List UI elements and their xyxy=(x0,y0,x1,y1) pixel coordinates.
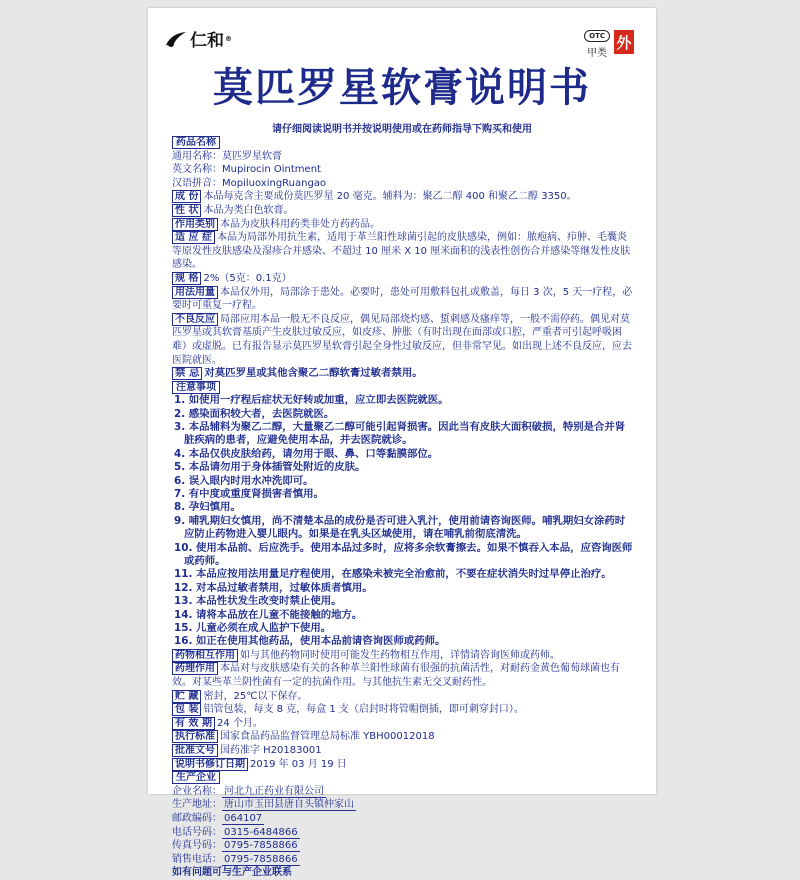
leaflet-body xyxy=(172,136,634,880)
list-item: 9. 哺乳期妇女慎用，尚不清楚本品的成份是否可进入乳汁，使用前请咨询医师。哺乳期妇女涂药时应防止药物进入婴儿眼内。如果是在乳头区域使用，请在哺乳前彻底清洗。 xyxy=(174,514,626,541)
precautions-list xyxy=(172,394,634,649)
contact-footer: 如有问题可与生产企业联系 xyxy=(172,867,292,879)
otc-badge: OTC xyxy=(584,30,610,42)
brand-logo xyxy=(164,26,232,51)
specification-row: 规 格 2%（5克：0.1克） xyxy=(172,272,634,286)
indications-row: 适 应 症 本品为局部外用抗生素，适用于革兰阳性球菌引起的皮肤感染，例如：脓疱病、疖肿、毛囊炎等原发性皮肤感染及湿疹合并感染、不超过 10 厘米 X 10 厘米面积的浅表性创伤合并感染等继发性皮肤感染。 xyxy=(172,232,631,271)
list-item: 8. 孕妇慎用。 xyxy=(174,501,241,514)
list-item: 13. 本品性状发生改变时禁止使用。 xyxy=(174,595,342,608)
list-item: 6. 误入眼内时用水冲洗即可。 xyxy=(174,474,314,487)
common-name-row: 通用名称：莫匹罗星软膏 xyxy=(172,150,282,162)
pharmacology-row: 药理作用 本品对与皮肤感染有关的各种革兰阳性球菌有很强的抗菌活性，对耐药金黄色葡萄球菌也有效。对某些革兰阴性菌有一定的抗菌作用。与其他抗生素无交叉耐药性。 xyxy=(172,663,620,688)
document-subtitle: 请仔细阅读说明书并按说明使用或在药师指导下购买和使用 xyxy=(272,124,532,135)
category-row: 作用类别 本品为皮肤科用药类非处方药药品。 xyxy=(172,218,634,232)
drug-name-heading: 药品名称 xyxy=(172,136,634,150)
pinyin-row: 汉语拼音：MopiluoxingRuangao xyxy=(172,177,327,189)
ingredients-row: 成 份 本品每克含主要成份莫匹罗星 20 毫克。辅料为：聚乙二醇 400 和聚乙二醇 3350。 xyxy=(172,190,634,204)
list-item: 4. 本品仅供皮肤给药，请勿用于眼、鼻、口等黏膜部位。 xyxy=(174,447,439,460)
package-row: 包 装 铝管包装，每支 8 克，每盒 1 支（启封时将管帽倒插，即可刺穿封口）。 xyxy=(172,703,634,717)
otc-marks xyxy=(584,30,634,59)
list-item: 1. 如使用一疗程后症状无好转或加重，应立即去医院就医。 xyxy=(174,394,449,407)
instruction-leaflet xyxy=(148,8,656,879)
manufacturer-row: 传真号码： 0795-7858866 xyxy=(172,840,298,852)
list-item: 16. 如正在使用其他药品，使用本品前请咨询医师或药师。 xyxy=(174,635,446,648)
manufacturer-row: 企业名称： 河北九正药业有限公司 xyxy=(172,785,324,797)
manufacturer-row: 销售电话： 0795-7858866 xyxy=(172,853,298,865)
list-item: 11. 本品应按用法用量足疗程使用，在感染未被完全治愈前，不要在症状消失时过早停止治疗。 xyxy=(174,568,612,581)
manufacturer-heading: 生产企业 xyxy=(172,771,634,785)
otc-class: 甲类 xyxy=(587,48,608,59)
manufacturer-row: 电话号码： 0315-6484866 xyxy=(172,826,298,838)
storage-row: 贮 藏 密封，25℃以下保存。 xyxy=(172,690,634,704)
brand-mark-icon xyxy=(164,29,188,49)
external-use-badge: 外 xyxy=(614,30,634,54)
standard-row: 执行标准 国家食品药品监督管理总局标准 YBH00012018 xyxy=(172,730,634,744)
list-item: 7. 有中度或重度肾损害者慎用。 xyxy=(174,487,324,500)
manufacturer-row: 生产地址： 唐山市玉田县唐自头镇仲家山 xyxy=(172,799,354,811)
appearance-row: 性 状 本品为类白色软膏。 xyxy=(172,204,634,218)
manufacturer-row: 邮政编码： 064107 xyxy=(172,812,263,824)
precautions-heading: 注意事项 xyxy=(172,381,634,395)
list-item: 14. 请将本品放在儿童不能接触的地方。 xyxy=(174,608,363,621)
validity-row: 有 效 期 24 个月。 xyxy=(172,717,634,731)
list-item: 12. 对本品过敏者禁用，过敏体质者慎用。 xyxy=(174,581,373,594)
otc-group xyxy=(584,30,610,59)
approval-row: 批准文号 国药准字 H20183001 xyxy=(172,744,634,758)
list-item: 3. 本品辅料为聚乙二醇，大量聚乙二醇可能引起肾损害。因此当有皮肤大面积破损，特别是合并肾脏疾病的患者，应避免使用本品，并去医院就诊。 xyxy=(174,420,626,447)
revision-row: 说明书修订日期 2019 年 03 月 19 日 xyxy=(172,758,634,772)
contraindication-row: 禁 忌 对莫匹罗星或其他含聚乙二醇软膏过敏者禁用。 xyxy=(172,367,634,380)
english-name-row: 英文名称：Mupirocin Ointment xyxy=(172,164,321,176)
usage-row: 用法用量 本品仅外用，局部涂于患处。必要时，患处可用敷料包扎或敷盖，每日 3 次，5 天一疗程，必要时可重复一疗程。 xyxy=(172,286,633,312)
interactions-row: 药物相互作用 如与其他药物同时使用可能发生药物相互作用，详情请咨询医师或药师。 xyxy=(172,649,634,663)
document-title: 莫匹罗星软膏说明书 xyxy=(213,65,591,111)
list-item: 10. 使用本品前、后应洗手。使用本品过多时，应将多余软膏擦去。如果不慎吞入本品，应咨询医师或药师。 xyxy=(174,541,633,567)
list-item: 5. 本品请勿用于身体插管处附近的皮肤。 xyxy=(174,461,366,474)
adverse-reactions-row: 不良反应 局部应用本品一般无不良反应，偶见局部烧灼感、蜇刺感及瘙痒等，一般不需停药。偶见对莫匹罗星或其软膏基质产生皮肤过敏反应，如皮疹、肿胀（有时出现在面部或口腔，严重者可引起呼吸困难）或虚脱。已有报告显示莫匹罗星软膏引起全身性过敏反应，但非常罕见。如出现上述不良反应，应去医院就医。 xyxy=(172,313,632,366)
list-item: 2. 感染面积较大者，去医院就医。 xyxy=(174,407,335,420)
registered-mark-icon: ® xyxy=(225,34,232,43)
list-item: 15. 儿童必须在成人监护下使用。 xyxy=(174,622,332,634)
brand-name: 仁和 xyxy=(190,31,224,51)
